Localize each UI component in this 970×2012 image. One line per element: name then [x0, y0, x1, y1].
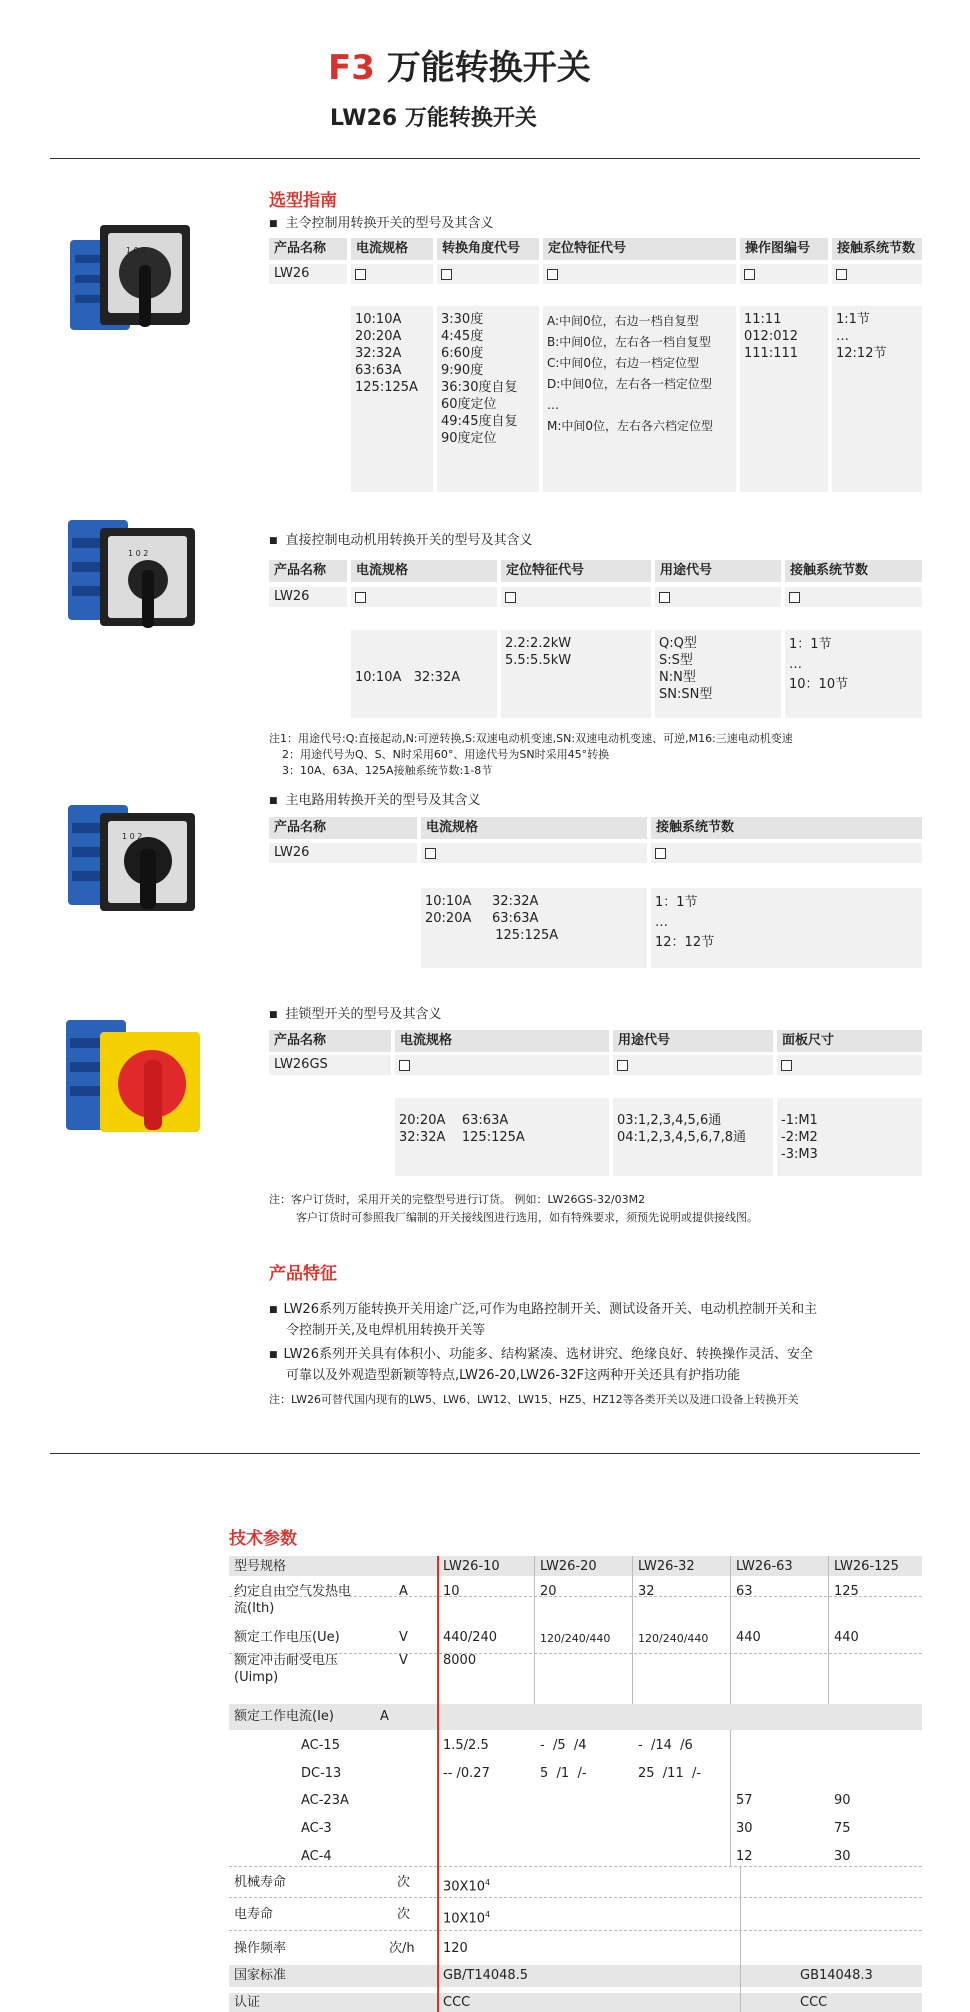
section-divider: [50, 1453, 920, 1454]
value-line: 10:10A: [355, 312, 402, 327]
group4-col-panel: 面板尺寸: [777, 1030, 922, 1052]
group3-row2-cell: [421, 843, 647, 863]
value-line: 1：1节: [655, 895, 698, 910]
tech-ac3-125: 75: [834, 1821, 851, 1836]
value-line: 11:11: [744, 312, 782, 327]
value-line: 04:1,2,3,4,5,6,7,8通: [617, 1130, 747, 1145]
value-line: Q:Q型: [659, 636, 697, 651]
value-line: D:中间0位，左右各一档定位型: [547, 377, 712, 391]
value-line: 36:30度自复: [441, 380, 518, 395]
group2-model: LW26: [269, 587, 347, 607]
tech-dc13-32: 25 /11 /-: [638, 1766, 702, 1781]
tech-std-right: GB14048.3: [800, 1968, 873, 1983]
tech-model-label: 型号规格: [234, 1559, 287, 1574]
tech-ac15-10: 1.5/2.5: [443, 1738, 489, 1753]
value-line: …: [547, 398, 559, 412]
tech-cert-left: CCC: [443, 1995, 471, 2010]
value-line: 1：1节: [789, 637, 832, 652]
group2-position-values: [501, 630, 651, 718]
tech-col-divider: [740, 1866, 741, 2012]
product-image-lw26-main-circuit: [60, 785, 210, 925]
tech-elec-label: 电寿命: [234, 1907, 274, 1922]
tech-ac4-label: AC-4: [301, 1849, 332, 1864]
value-line: SN:SN型: [659, 687, 713, 702]
tech-uimp-label-2: (Uimp): [234, 1670, 279, 1685]
group2-note-1: 注1：用途代号:Q:直接起动,N:可逆转换,S:双速电动机变速,SN:双速电动机变速、可逆,M16:三速电动机变速: [269, 732, 793, 745]
value-line: 49:45度自复: [441, 414, 518, 429]
title-text: 万能转换开关: [386, 48, 591, 88]
svg-text:1 0 2: 1 0 2: [122, 832, 143, 841]
tech-uimp-value: 8000: [443, 1653, 477, 1668]
mech-base: 30X10: [443, 1879, 485, 1895]
tech-freq-label: 操作频率: [234, 1941, 287, 1956]
group3-current-values: [421, 888, 647, 968]
group4-row2-cell: [777, 1055, 922, 1075]
value-line: 90度定位: [441, 431, 497, 446]
value-line: B:中间0位，左右各一档自复型: [547, 335, 711, 349]
tech-col-divider: [632, 1556, 633, 1704]
value-line: -1:M1: [781, 1113, 818, 1128]
group1-current-values: [351, 306, 433, 492]
tech-cert-right: CCC: [800, 1995, 828, 2010]
feature-item-1-line1: [269, 1301, 817, 1319]
value-line: 10：10节: [789, 677, 849, 692]
tech-freq-unit: 次/h: [389, 1941, 415, 1956]
group1-col-diagram: 操作图编号: [740, 238, 828, 260]
elec-base: 10X10: [443, 1911, 485, 1927]
value-line: M:中间0位，左右各六档定位型: [547, 419, 714, 433]
group3-checkbox-current[interactable]: [425, 848, 436, 859]
feature-item-2-line2: 可靠以及外观造型新颖等特点,LW26-20,LW26-32F这两种开关还具有护指功能: [286, 1368, 741, 1383]
group2-usage-values: [655, 630, 781, 718]
group2-row2-cell: [351, 587, 497, 607]
tech-uimp-unit: V: [399, 1653, 408, 1668]
group1-col-angle: 转换角度代号: [437, 238, 539, 260]
group1-checkbox-position[interactable]: [547, 269, 558, 280]
tech-heading: 技术参数: [229, 1529, 297, 1549]
feature-item-1-line2: 令控制开关,及电焊机用转换开关等: [286, 1323, 486, 1338]
group2-checkbox-contacts[interactable]: [789, 592, 800, 603]
tech-ith-20: 20: [540, 1584, 557, 1599]
value-line: S:S型: [659, 653, 693, 668]
group1-col-contacts: 接触系统节数: [832, 238, 922, 260]
value-line: 12:12节: [836, 346, 887, 361]
tech-ue-unit: V: [399, 1630, 408, 1645]
feature-item-2-line1: [269, 1346, 813, 1364]
tech-ac3-63: 30: [736, 1821, 753, 1836]
value-line: 1:1节: [836, 312, 870, 327]
value-line: 10:10A 32:32A: [355, 670, 461, 685]
features-heading: 产品特征: [269, 1264, 337, 1284]
value-line: …: [655, 915, 668, 930]
svg-text:1 0 2: 1 0 2: [128, 549, 149, 558]
value-line: A:中间0位，右边一档自复型: [547, 314, 699, 328]
group2-checkbox-usage[interactable]: [659, 592, 670, 603]
group2-current-values: [351, 630, 497, 718]
value-line: 3:30度: [441, 312, 484, 327]
tech-ue-63: 440: [736, 1630, 761, 1645]
tech-ac15-32: - /14 /6: [638, 1738, 693, 1753]
group4-row2-cell: [395, 1055, 609, 1075]
bullet-icon: ■: [269, 1305, 278, 1315]
group3-checkbox-contacts[interactable]: [655, 848, 666, 859]
group1-model: LW26: [269, 264, 347, 284]
tech-dc13-20: 5 /1 /-: [540, 1766, 587, 1781]
group4-checkbox-panel[interactable]: [781, 1060, 792, 1071]
group1-checkbox-diagram[interactable]: [744, 269, 755, 280]
series-code: F3: [328, 48, 375, 88]
tech-ac4-63: 12: [736, 1849, 753, 1864]
tech-col-divider: [828, 1556, 829, 1704]
tech-ith-32: 32: [638, 1584, 655, 1599]
group1-diagram-values: [740, 306, 828, 492]
tech-ie-unit: A: [380, 1709, 389, 1724]
product-image-lw26gs-padlock: [60, 1010, 210, 1150]
group4-row2-cell: [613, 1055, 773, 1075]
group2-col-current: 电流规格: [351, 560, 497, 582]
value-line: 32:32A: [355, 346, 402, 361]
value-line: C:中间0位，右边一档定位型: [547, 356, 700, 370]
value-line: 6:60度: [441, 346, 484, 361]
header-divider: [50, 158, 920, 159]
feature-text: LW26系列万能转换开关用途广泛,可作为电路控制开关、测试设备开关、电动机控制开关和主: [283, 1302, 818, 1317]
value-line: 10:10A 32:32A: [425, 894, 539, 909]
group4-usage-values: [613, 1098, 773, 1176]
value-line: 9:90度: [441, 363, 484, 378]
value-line: 2.2:2.2kW: [505, 636, 572, 651]
mech-exp: 4: [485, 1878, 491, 1887]
group1-col-product: 产品名称: [269, 238, 347, 260]
feature-text: LW26系列开关具有体积小、功能多、结构紧凑、选材讲究、绝缘良好、转换操作灵活、安全: [283, 1347, 813, 1362]
group3-model: LW26: [269, 843, 417, 863]
features-note: 注：LW26可替代国内现有的LW5、LW6、LW12、LW15、HZ5、HZ12等各类开关以及进口设备上转换开关: [269, 1393, 799, 1406]
group4-model: LW26GS: [269, 1055, 391, 1075]
tech-ith-label-2: 流(Ith): [234, 1601, 275, 1616]
tech-row-separator: [229, 1930, 922, 1931]
group1-caption: ■ 主令控制用转换开关的型号及其含义: [269, 216, 494, 232]
tech-std-left: GB/T14048.5: [443, 1968, 529, 1983]
group4-checkbox-usage[interactable]: [617, 1060, 628, 1071]
tech-mech-value: [443, 1875, 490, 1895]
selection-heading: 选型指南: [269, 191, 337, 211]
tech-model-32: LW26-32: [638, 1559, 695, 1574]
tech-elec-unit: 次: [397, 1907, 411, 1922]
tech-ue-32: 120/240/440: [638, 1632, 709, 1645]
value-line: …: [789, 657, 802, 672]
group2-note-3: 3：10A、63A、125A接触系统节数:1-8节: [282, 764, 493, 777]
group4-current-values: [395, 1098, 609, 1176]
tech-ith-63: 63: [736, 1584, 753, 1599]
value-line: 63:63A: [355, 363, 402, 378]
tech-ue-125: 440: [834, 1630, 859, 1645]
group3-contacts-values: [651, 888, 922, 968]
group4-panel-values: [777, 1098, 922, 1176]
group1-row2-cell: [437, 264, 539, 284]
group4-caption: ■ 挂锁型开关的型号及其含义: [269, 1007, 442, 1023]
tech-dc13-label: DC-13: [301, 1766, 342, 1781]
group2-caption: ■ 直接控制电动机用转换开关的型号及其含义: [269, 533, 533, 549]
group3-col-product: 产品名称: [269, 817, 417, 839]
value-line: -2:M2: [781, 1130, 818, 1145]
tech-ac23-label: AC-23A: [301, 1793, 349, 1808]
group2-checkbox-current[interactable]: [355, 592, 366, 603]
page-subtitle: LW26 万能转换开关: [330, 106, 537, 131]
tech-ac15-label: AC-15: [301, 1738, 340, 1753]
tech-model-125: LW26-125: [834, 1559, 899, 1574]
group2-col-position: 定位特征代号: [501, 560, 651, 582]
tech-col-divider: [730, 1556, 731, 1704]
tech-ie-label: 额定工作电流(Ie): [234, 1709, 334, 1724]
value-line: -3:M3: [781, 1147, 818, 1162]
group3-col-contacts: 接触系统节数: [651, 817, 922, 839]
value-line: 20:20A: [355, 329, 402, 344]
tech-ac15-20: - /5 /4: [540, 1738, 587, 1753]
tech-mech-unit: 次: [397, 1875, 411, 1890]
tech-model-63: LW26-63: [736, 1559, 793, 1574]
svg-text:1 0 2: 1 0 2: [126, 246, 147, 255]
group2-row2-cell: [501, 587, 651, 607]
tech-mech-label: 机械寿命: [234, 1875, 287, 1890]
tech-cert-label: 认证: [234, 1995, 261, 2010]
group3-row2-cell: [651, 843, 922, 863]
tech-ac4-125: 30: [834, 1849, 851, 1864]
group1-checkbox-current[interactable]: [355, 269, 366, 280]
value-line: N:N型: [659, 670, 696, 685]
tech-ue-20: 120/240/440: [540, 1632, 611, 1645]
tech-red-divider: [437, 1556, 439, 2012]
value-line: 111:111: [744, 346, 799, 361]
group2-col-usage: 用途代号: [655, 560, 781, 582]
group1-col-position: 定位特征代号: [543, 238, 736, 260]
tech-ith-10: 10: [443, 1584, 460, 1599]
group2-checkbox-position[interactable]: [505, 592, 516, 603]
value-line: 4:45度: [441, 329, 484, 344]
value-line: 012:012: [744, 329, 799, 344]
value-line: 125:125A: [355, 380, 418, 395]
group2-row2-cell: [655, 587, 781, 607]
tech-ith-unit: A: [399, 1584, 408, 1599]
tech-row-separator: [229, 1897, 922, 1898]
group1-checkbox-angle[interactable]: [441, 269, 452, 280]
value-line: 20:20A 63:63A: [399, 1113, 509, 1128]
value-line: 5.5:5.5kW: [505, 653, 572, 668]
group1-checkbox-contacts[interactable]: [836, 269, 847, 280]
value-line: …: [836, 329, 849, 344]
tech-elec-value: [443, 1907, 490, 1927]
group2-col-contacts: 接触系统节数: [785, 560, 922, 582]
group1-col-current: 电流规格: [351, 238, 433, 260]
elec-exp: 4: [485, 1910, 491, 1919]
group1-position-values: [543, 306, 736, 492]
tech-uimp-label-1: 额定冲击耐受电压: [234, 1653, 339, 1668]
tech-std-label: 国家标准: [234, 1968, 287, 1983]
group1-row2-cell: [543, 264, 736, 284]
value-line: 03:1,2,3,4,5,6通: [617, 1113, 722, 1128]
value-line: 125:125A: [425, 928, 559, 943]
group4-note-2: 客户订货时可参照我厂编制的开关接线图进行选用，如有特殊要求，须预先说明或提供接线图。: [296, 1211, 758, 1224]
tech-dc13-10: -- /0.27: [443, 1766, 490, 1781]
tech-ue-label: 额定工作电压(Ue): [234, 1630, 340, 1645]
group4-col-product: 产品名称: [269, 1030, 391, 1052]
product-image-lw26-main: [60, 215, 200, 355]
group4-checkbox-current[interactable]: [399, 1060, 410, 1071]
group4-col-usage: 用途代号: [613, 1030, 773, 1052]
tech-col-divider: [534, 1556, 535, 1704]
tech-row-separator: [229, 1866, 922, 1867]
group3-col-current: 电流规格: [421, 817, 647, 839]
bullet-icon: ■: [269, 1350, 278, 1360]
tech-col-divider: [730, 1730, 731, 1866]
page-title: [328, 48, 591, 88]
tech-model-20: LW26-20: [540, 1559, 597, 1574]
group2-row2-cell: [785, 587, 922, 607]
value-line: 20:20A 63:63A: [425, 911, 539, 926]
tech-ac3-label: AC-3: [301, 1821, 332, 1836]
tech-ith-label-1: 约定自由空气发热电: [234, 1584, 352, 1599]
group2-note-2: 2：用途代号为Q、S、N时采用60°、用途代号为SN时采用45°转换: [282, 748, 610, 761]
group3-caption: ■ 主电路用转换开关的型号及其含义: [269, 793, 481, 809]
group2-contacts-values: [785, 630, 922, 718]
group2-col-product: 产品名称: [269, 560, 347, 582]
product-image-lw26-motor: [60, 500, 210, 640]
group4-col-current: 电流规格: [395, 1030, 609, 1052]
tech-ac23-125: 90: [834, 1793, 851, 1808]
value-line: 60度定位: [441, 397, 497, 412]
tech-freq-value: 120: [443, 1941, 468, 1956]
tech-ac23-63: 57: [736, 1793, 753, 1808]
group1-angle-values: [437, 306, 539, 492]
tech-ith-125: 125: [834, 1584, 859, 1599]
tech-ue-10: 440/240: [443, 1630, 498, 1645]
value-line: 32:32A 125:125A: [399, 1130, 525, 1145]
tech-model-10: LW26-10: [443, 1559, 500, 1574]
group4-note-1: 注：客户订货时，采用开关的完整型号进行订货。 例如：LW26GS-32/03M2: [269, 1193, 646, 1206]
value-line: 12：12节: [655, 935, 715, 950]
group1-contacts-values: [832, 306, 922, 492]
